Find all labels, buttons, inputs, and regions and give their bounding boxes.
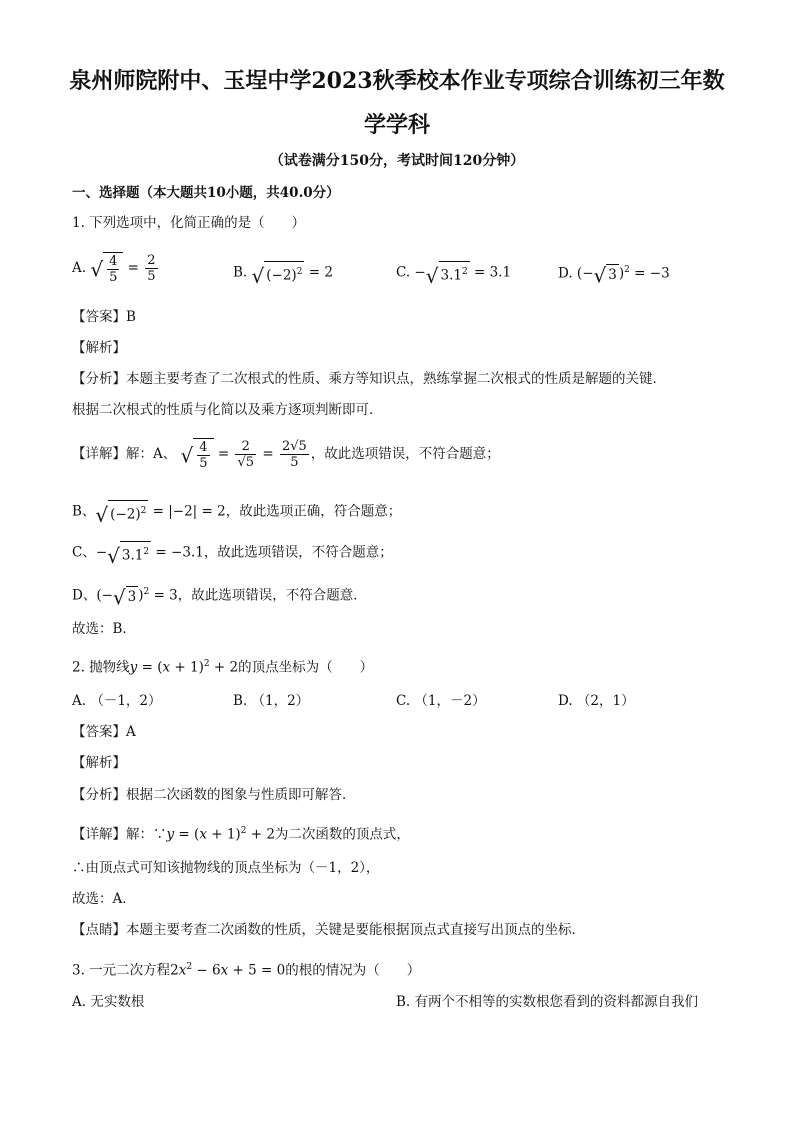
- q1-option-b: B. √ $(-2)^2 = 2$: [233, 261, 333, 285]
- q1-option-a: A. √ $\frac{4}{5}$ = $\frac{2}{5}$: [72, 253, 156, 285]
- q1-option-c: C. −√ $3.1^2 = 3.1$: [396, 261, 511, 285]
- q1-analysis-2: 根据二次根式的性质与化简以及乘方逐项判断即可．: [72, 402, 383, 418]
- q2-stem: 2. 抛物线$y = (x + 1)^2 + 2$的顶点坐标为（ ）: [72, 659, 374, 676]
- q1-detail-d: D、(−√ 3 )$^2$ = 3，故此选项错误，不符合题意．: [72, 585, 367, 610]
- exam-info: （试卷满分150分，考试时间120分钟）: [269, 153, 525, 169]
- q1-detail-b: B、√ $(-2)^2 = |-2| = 2$，故此选项正确，符合题意；: [72, 500, 401, 524]
- page-title-continued: 学学科: [363, 112, 430, 138]
- option-label: C.: [396, 264, 411, 281]
- q1-detail-c: C、−√ $3.1^2 = -3.1$，故此选项错误，不符合题意；: [72, 541, 393, 565]
- q2-answer: 【答案】A: [72, 724, 136, 740]
- q2-analysis-tag: 【解析】: [72, 755, 126, 771]
- q1-detail-a: 【详解】解：A、 √ $\frac{4}{5}$ = $\frac{2}{√5}$ = $\frac{2√5}{5}$ ，故此选项错误，不符合题意；: [72, 439, 500, 471]
- q2-dianjing: 【点睛】本题主要考查二次函数的性质，关键是要能根据顶点式直接写出顶点的坐标．: [72, 922, 585, 938]
- option-label: A.: [72, 260, 87, 276]
- q3-option-b: B. 有两个不相等的实数根您看到的资料都源自我们: [396, 994, 699, 1010]
- q2-option-b: B. （1，2）: [233, 693, 310, 709]
- q2-option-d: D. （2，1）: [558, 693, 635, 709]
- q2-detail: 【详解】解：∵y = $(x + 1)^2 + 2$为二次函数的顶点式，: [72, 826, 410, 843]
- q1-option-d: D. (−√ 3 )$^2$ = −3: [558, 263, 670, 288]
- q1-conclusion: 故选：B．: [72, 621, 136, 637]
- q2-option-a: A. （－1，2）: [72, 693, 162, 709]
- q1-stem: 1. 下列选项中，化简正确的是（ ）: [72, 215, 306, 231]
- q2-detail-2: ∴由顶点式可知该抛物线的顶点坐标为（－1，2），: [72, 860, 380, 876]
- q3-option-a: A. 无实数根: [72, 994, 145, 1010]
- q2-conclusion: 故选：A．: [72, 891, 136, 907]
- q1-analysis-tag: 【解析】: [72, 340, 126, 356]
- q1-analysis: 【分析】本题主要考查了二次根式的性质、乘方等知识点，熟练掌握二次根式的性质是解题的关键．: [72, 371, 666, 387]
- q2-analysis: 【分析】根据二次函数的图象与性质即可解答．: [72, 787, 356, 803]
- page-title: 泉州师院附中、玉埕中学2023秋季校本作业专项综合训练初三年数: [69, 68, 725, 94]
- option-label: B.: [233, 264, 248, 281]
- option-label: D.: [558, 265, 573, 282]
- q3-stem: 3. 一元二次方程$2x^2 - 6x + 5 = 0$的根的情况为（ ）: [72, 962, 421, 979]
- q1-answer: 【答案】B: [72, 309, 136, 325]
- q2-option-c: C. （1，－2）: [396, 693, 486, 709]
- section-heading: 一、选择题（本大题共10小题，共40.0分）: [72, 185, 340, 201]
